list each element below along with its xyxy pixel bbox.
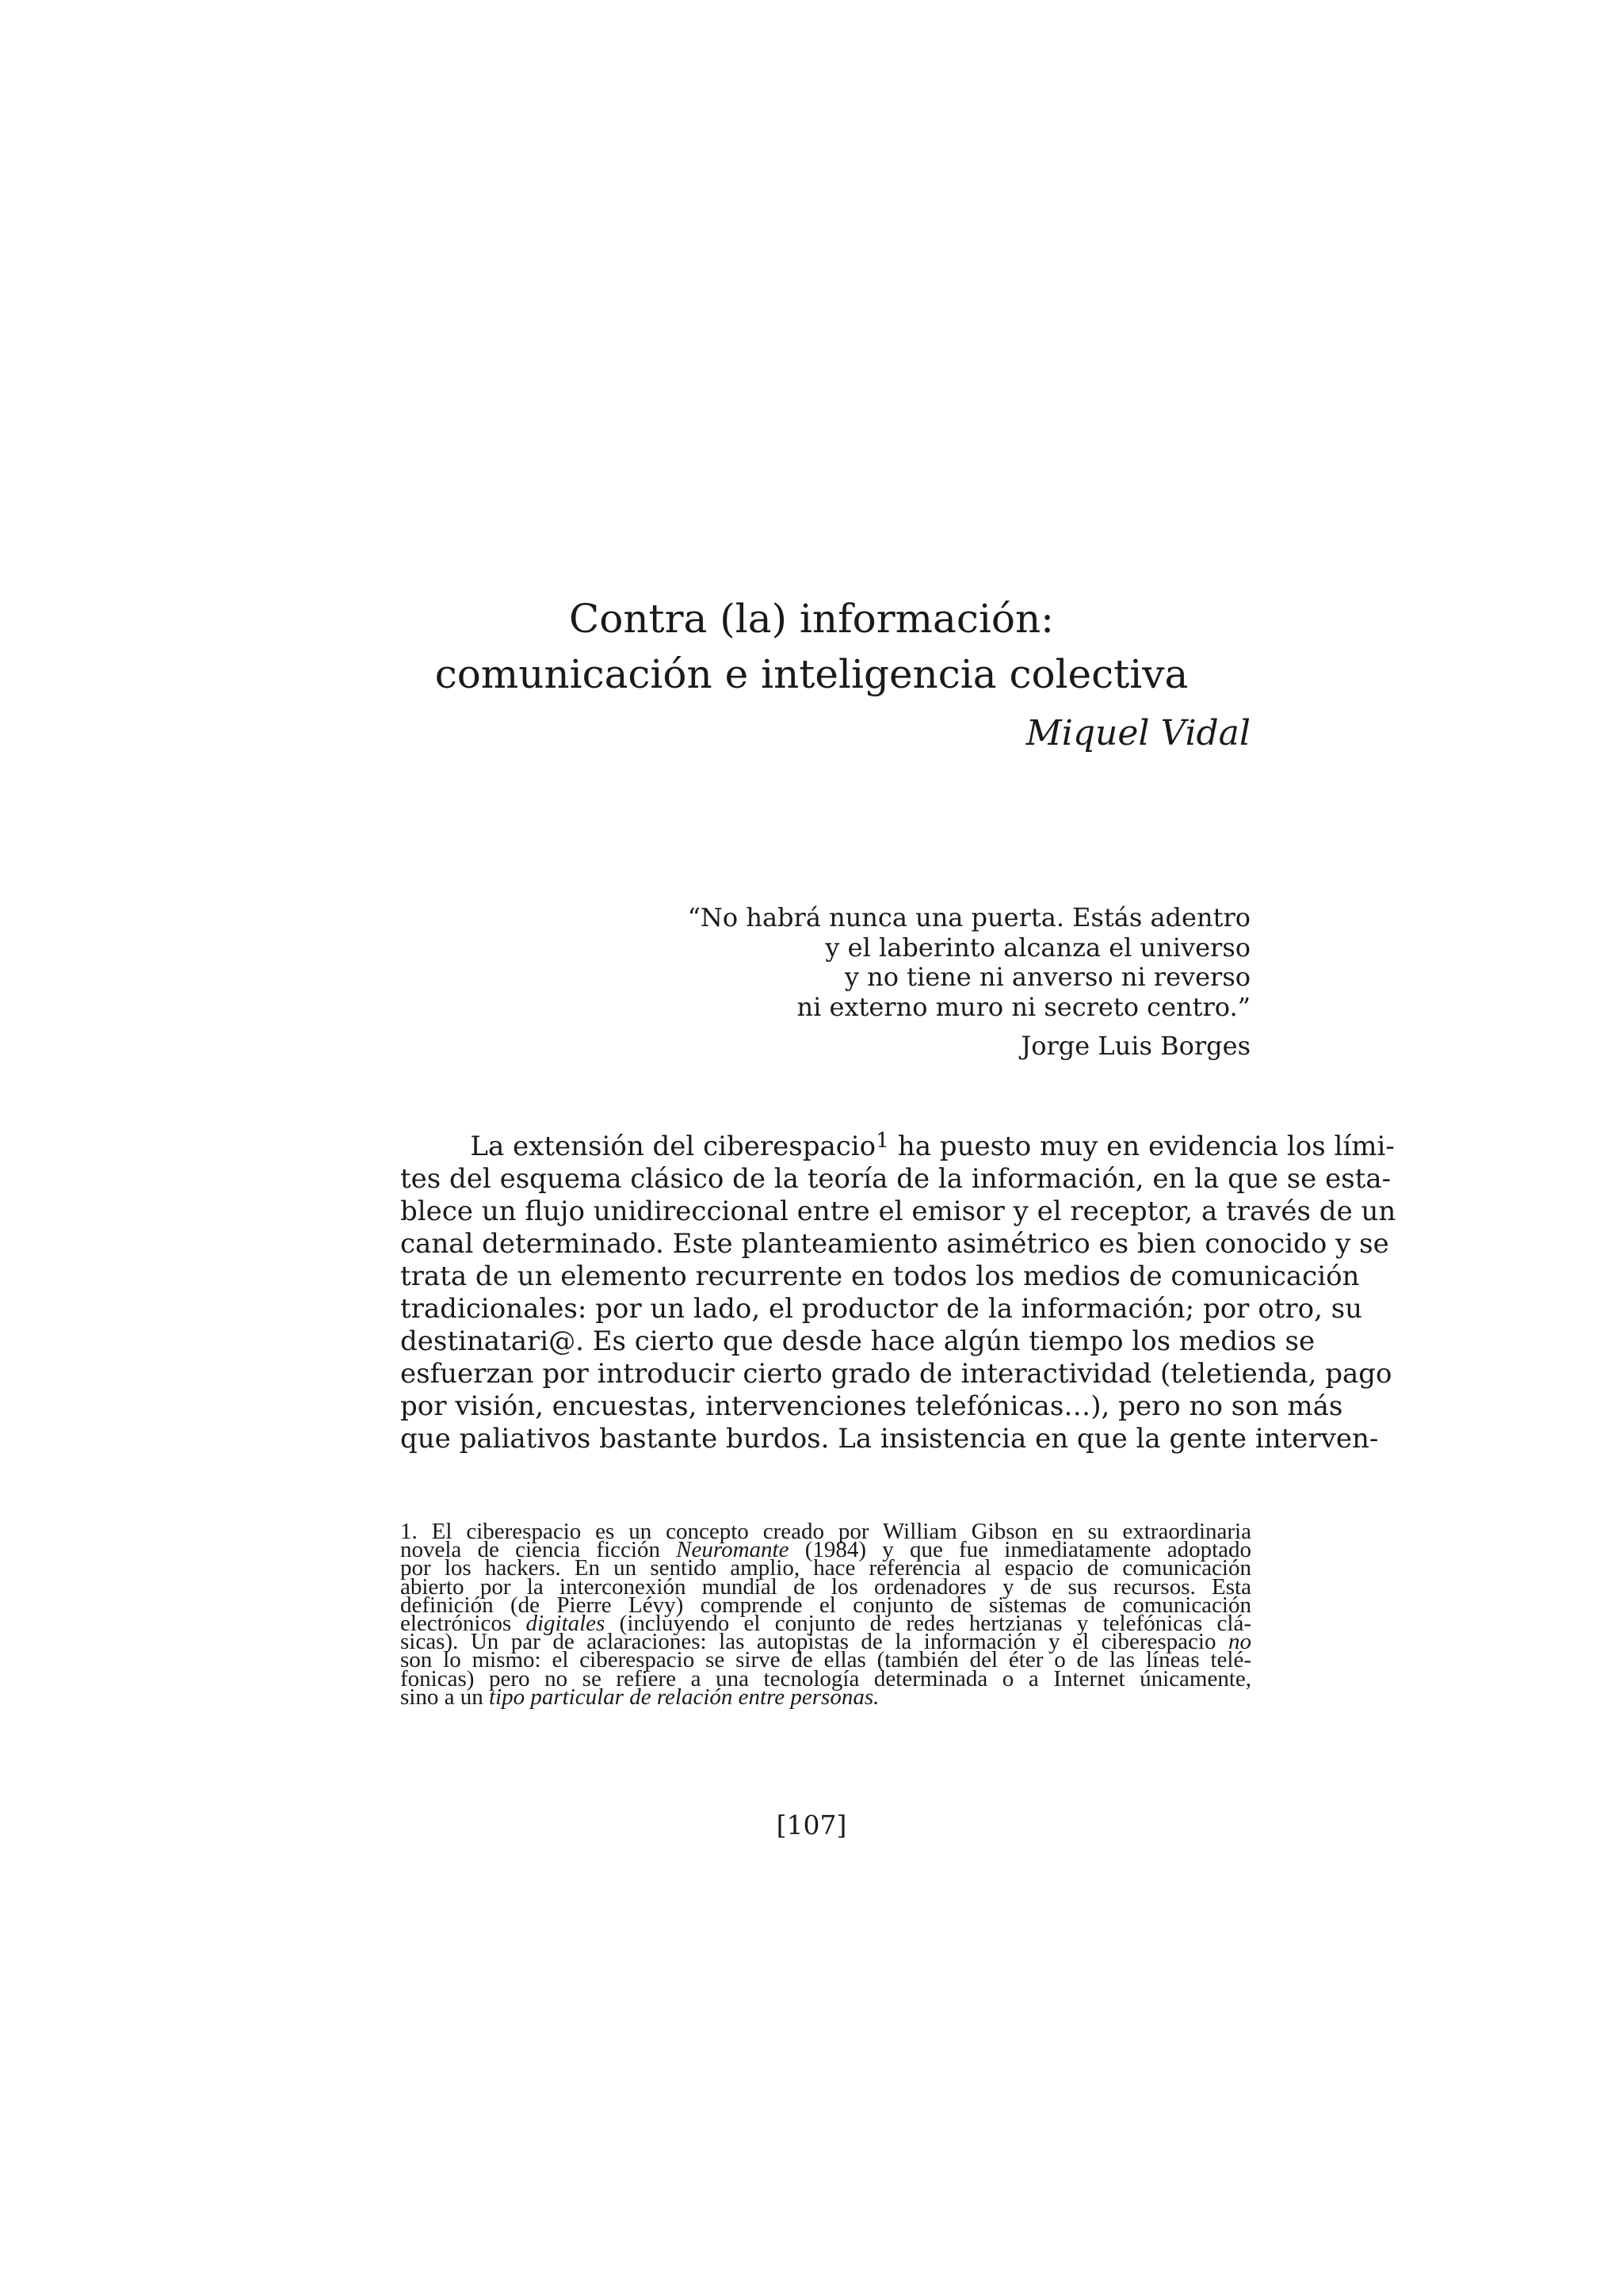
epigraph: [688, 903, 1251, 1022]
epigraph-line: ni externo muro ni secreto centro.”: [796, 991, 1251, 1022]
footnote-line: fonicas) pero no se refiere a una tecnología determinada o a Internet únicamente,: [400, 1665, 1251, 1691]
footnote-text-segment: (incluyendo el conjunto de redes hertzianas y telefónicas clá-: [605, 1611, 1251, 1637]
body-line: por visión, encuestas, intervenciones telefónicas…), pero no son más: [400, 1390, 1343, 1422]
epigraph-attribution: Jorge Luis Borges: [1021, 1031, 1251, 1061]
footnote-line: definición (de Pierre Lévy) comprende el conjunto de sistemas de comunicación: [400, 1592, 1251, 1618]
body-line: canal determinado. Este planteamiento asimétrico es bien conocido y se: [400, 1228, 1389, 1260]
body-line: [400, 1127, 1395, 1163]
body-line: esfuerzan por introducir cierto grado de interactividad (teletienda, pago: [400, 1358, 1392, 1390]
footnote-emphasis: no: [1228, 1629, 1251, 1655]
body-text-segment: ha puesto muy en evidencia los lími-: [889, 1131, 1395, 1162]
author: Miquel Vidal: [1025, 713, 1251, 753]
body-line: tes del esquema clásico de la teoría de la información, en la que se esta-: [400, 1163, 1392, 1195]
footnote-text-segment: (1984) y que fue inmediatamente adoptado: [789, 1537, 1251, 1563]
footnote-line: son lo mismo: el ciberespacio se sirve de ellas (también del éter o de las líneas telé-: [400, 1647, 1251, 1673]
body-text-segment: La extensión del ciberespacio: [470, 1131, 876, 1162]
footnote-emphasis: tipo particular de relación entre personas.: [488, 1684, 880, 1710]
body-paragraph: [400, 1127, 1396, 1455]
epigraph-line: y el laberinto alcanza el universo: [825, 932, 1251, 963]
page-number: [107]: [776, 1810, 847, 1840]
footnote-text-segment: novela de ciencia ficción: [400, 1537, 677, 1563]
footnote-text-segment: electrónicos: [400, 1611, 526, 1637]
footnote-emphasis: digitales: [525, 1611, 605, 1637]
footnote: [400, 1519, 1251, 1710]
epigraph-line: “No habrá nunca una puerta. Estás adentro: [687, 902, 1251, 933]
footnote-text-segment: sino a un: [400, 1684, 489, 1710]
footnote-text-segment: sicas). Un par de aclaraciones: las autopistas de la información y el ciberespacio: [400, 1629, 1228, 1655]
body-line: trata de un elemento recurrente en todos los medios de comunicación: [400, 1261, 1360, 1292]
footnote-reference[interactable]: 1: [876, 1127, 890, 1153]
footnote-emphasis: Neuromante: [676, 1537, 789, 1563]
footnote-line: por los hackers. En un sentido amplio, hace referencia al espacio de comunicación: [400, 1555, 1251, 1581]
epigraph-line: y no tiene ni anverso ni reverso: [844, 962, 1251, 992]
body-line: tradicionales: por un lado, el productor de la información; por otro, su: [400, 1293, 1363, 1325]
body-line: que paliativos bastante burdos. La insistencia en que la gente interven-: [400, 1423, 1379, 1455]
body-line: destinatari@. Es cierto que desde hace algún tiempo los medios se: [400, 1325, 1316, 1357]
title-line-2: comunicación e inteligencia colectiva: [434, 651, 1189, 697]
title-line-1: Contra (la) información:: [568, 596, 1055, 642]
footnote-line: abierto por la interconexión mundial de los ordenadores y de sus recursos. Esta: [400, 1573, 1251, 1600]
footnote-line: 1. El ciberespacio es un concepto creado por William Gibson en su extraordinaria: [400, 1519, 1251, 1544]
body-line: blece un flujo unidireccional entre el emisor y el receptor, a través de un: [400, 1196, 1396, 1227]
